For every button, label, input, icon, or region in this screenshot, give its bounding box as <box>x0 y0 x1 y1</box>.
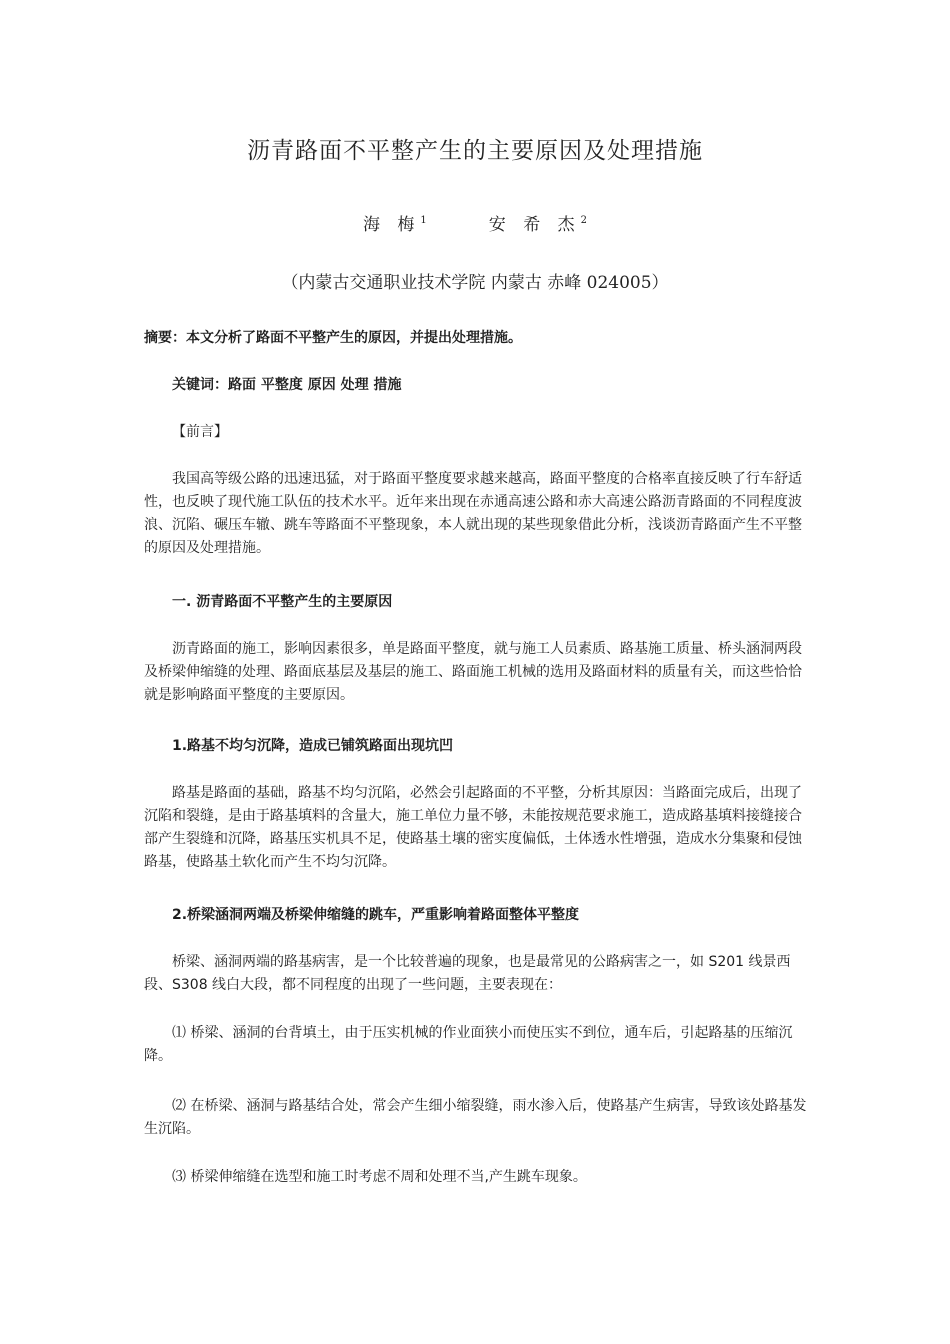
author-affiliation-mark: 2 <box>580 215 587 226</box>
section-1-paragraph: 沥青路面的施工，影响因素很多，单是路面平整度，就与施工人员素质、路基施工质量、桥头涵洞两段及桥梁伸缩缝的处理、路面底基层及基层的施工、路面施工机械的选用及路面材料的质量有关，而这些恰恰就是影响路面平整度的主要原因。 <box>144 641 802 703</box>
author-2 <box>489 210 587 235</box>
affiliation: （内蒙古交通职业技术学院 内蒙古 赤峰 024005） <box>281 273 669 293</box>
paper-title: 沥青路面不平整产生的主要原因及处理措施 <box>247 138 703 164</box>
subsection-2-heading: 2.桥梁涵洞两端及桥梁伸缩缝的跳车，严重影响着路面整体平整度 <box>172 907 580 923</box>
list-item-2: ⑵ 在桥梁、涵洞与路基结合处，常会产生细小缩裂缝，雨水渗入后，使路基产生病害，导致该处路基发生沉陷。 <box>144 1098 807 1137</box>
list-item-1: ⑴ 桥梁、涵洞的台背填土，由于压实机械的作业面狭小而使压实不到位，通车后，引起路基的压缩沉降。 <box>144 1025 793 1064</box>
subsection-1-paragraph: 路基是路面的基础，路基不均匀沉陷，必然会引起路面的不平整，分析其原因：当路面完成后，出现了沉陷和裂缝，是由于路基填料的含量大，施工单位力量不够，未能按规范要求施工，造成路基填料接缝接合部产生裂缝和沉降，路基压实机具不足，使路基土壤的密实度偏低，土体透水性增强，造成水分集聚和侵蚀路基，使路基土软化而产生不均匀沉降。 <box>144 785 802 870</box>
author-name: 安 希 杰 <box>488 215 581 235</box>
keywords: 关键词：路面 平整度 原因 处理 措施 <box>172 377 402 393</box>
preface-heading: 【前言】 <box>172 424 228 440</box>
author-line <box>0 210 950 235</box>
author-name: 海 梅 <box>363 215 421 235</box>
author-affiliation-mark: 1 <box>420 215 427 226</box>
subsection-1-heading: 1.路基不均匀沉降，造成已铺筑路面出现坑凹 <box>172 738 454 754</box>
abstract: 摘要：本文分析了路面不平整产生的原因，并提出处理措施。 <box>144 330 522 346</box>
section-1-heading: 一. 沥青路面不平整产生的主要原因 <box>172 594 393 610</box>
preface-paragraph: 我国高等级公路的迅速迅猛，对于路面平整度要求越来越高，路面平整度的合格率直接反映了行车舒适性，也反映了现代施工队伍的技术水平。近年来出现在赤通高速公路和赤大高速公路沥青路面的不同程度波浪、沉陷、碾压车辙、跳车等路面不平整现象，本人就出现的某些现象借此分析，浅谈沥青路面产生不平整的原因及处理措施。 <box>144 471 802 556</box>
subsection-2-paragraph: 桥梁、涵洞两端的路基病害，是一个比较普遍的现象，也是最常见的公路病害之一，如 S201 线景西段、S308 线白大段，都不同程度的出现了一些问题，主要表现在： <box>144 954 791 993</box>
list-item-3: ⑶ 桥梁伸缩缝在选型和施工时考虑不周和处理不当,产生跳车现象。 <box>172 1169 587 1185</box>
author-1 <box>363 210 427 235</box>
